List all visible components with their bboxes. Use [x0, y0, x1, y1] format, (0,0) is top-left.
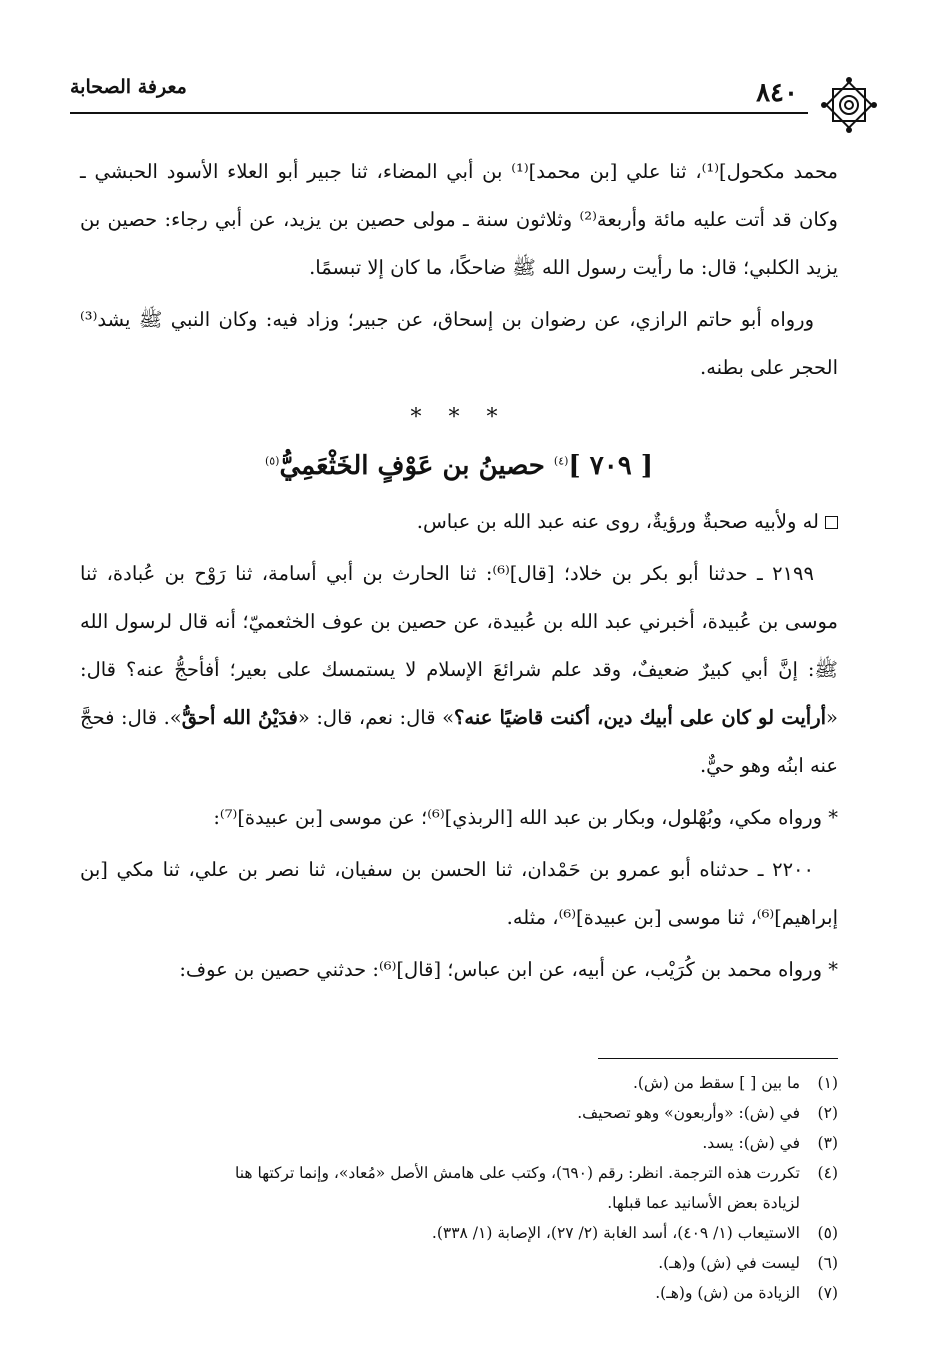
- footnote: [70, 1218, 838, 1248]
- islamic-star-ornament-icon: [820, 76, 878, 134]
- footnote-number: (٣): [817, 1134, 838, 1152]
- page-header: [70, 70, 878, 126]
- footnote-number: (٦): [817, 1254, 838, 1272]
- footnote-divider: [598, 1058, 838, 1059]
- footnote: [70, 1128, 838, 1158]
- footnote-text: تكررت هذه الترجمة. انظر: رقم (٦٩٠)، وكتب على هامش الأصل «مُعاد»، وإنما تركتها هنا: [234, 1164, 800, 1182]
- footnote-continuation: لزيادة بعض الأسانيد عما قبلها.: [607, 1194, 800, 1212]
- footnote-number: (٧): [817, 1284, 838, 1302]
- hadith-quote: أرأيت لو كان على أبيك دين، أكنت قاضيًا عنه؟: [454, 706, 827, 729]
- entry-title: [80, 440, 838, 492]
- entry-intro: [80, 498, 838, 546]
- footnote-text: ما بين [ ] سقط من (ش).: [632, 1074, 800, 1092]
- footnote-ref: (٥): [264, 454, 280, 468]
- footnote-text: الزيادة من (ش) و(هـ).: [655, 1284, 800, 1302]
- footnote: [70, 1278, 838, 1308]
- main-text: [80, 148, 838, 998]
- hadith-2199: [80, 550, 838, 790]
- square-bullet-icon: [825, 516, 838, 529]
- riwaya-note: * ورواه مكي، وبُهْلول، وبكار بن عبد الله [الربذي]⁽⁶⁾؛ عن موسى [بن عبيدة]⁽⁷⁾:: [213, 806, 838, 829]
- footnote: [70, 1068, 838, 1098]
- footnote-number: (٢): [817, 1104, 838, 1122]
- paragraph: محمد مكحول]⁽¹⁾، ثنا علي [بن محمد]⁽¹⁾ بن أبي المضاء، ثنا جبير أبو العلاء الأسود الحبشي ـ وكان قد أتت عليه مائة وأربعة⁽²⁾ وثلاثون سنة ـ مولى حصين بن يزيد، عن أبي رجاء: حصين بن يزيد الكلبي؛ قال: ما رأيت رسول الله ﷺ ضاحكًا، ما كان إلا تبسمًا.: [80, 160, 838, 279]
- entry-intro-text: له ولأبيه صحبةٌ ورؤيةٌ، روى عنه عبد الله بن عباس.: [416, 510, 819, 533]
- paragraph: ورواه أبو حاتم الرازي، عن رضوان بن إسحاق، عن جبير؛ وزاد فيه: وكان النبي ﷺ يشد⁽³⁾ الحجر على بطنه.: [80, 308, 838, 379]
- hadith-quote: فدَيْنُ الله أحقُّ: [181, 706, 298, 729]
- footnotes: [70, 1068, 838, 1308]
- riwaya-note: * ورواه محمد بن كُرَيْب، عن أبيه، عن ابن عباس؛ [قال]⁽⁶⁾: حدثني حصين بن عوف:: [179, 958, 838, 981]
- hadith-text: » قال: نعم، قال: «: [297, 706, 455, 729]
- hadith-text: ». قال: فحجَّ عنه ابنُه وهو حيٌّ.: [80, 706, 838, 777]
- footnote-number: (٥): [817, 1224, 838, 1242]
- footnote: [70, 1248, 838, 1278]
- footnote-ref: (٤): [553, 454, 569, 468]
- footnote-text: الاستيعاب (١/ ٤٠٩)، أسد الغابة (٢/ ٢٧)، الإصابة (١/ ٣٣٨).: [431, 1224, 800, 1242]
- footnote-number: (٤): [817, 1164, 838, 1182]
- entry-name: حصينُ بن عَوْفٍ الخَثْعَمِيُّ: [279, 451, 545, 481]
- hadith-2200: ٢٢٠٠ ـ حدثناه أبو عمرو بن حَمْدان، ثنا الحسن بن سفيان، ثنا نصر بن علي، ثنا مكي [بن إبراهيم]⁽⁶⁾، ثنا موسى [بن عبيدة]⁽⁶⁾، مثله.: [80, 858, 838, 929]
- header-divider: [70, 112, 808, 114]
- footnote: [70, 1158, 838, 1188]
- footnote-text: في (ش): يسد.: [702, 1134, 800, 1152]
- entry-number: [ ٧٠٩ ]: [568, 451, 654, 481]
- footnote-text: في (ش): «وأربعون» وهو تصحيف.: [577, 1104, 800, 1122]
- page-number: ٨٤٠: [756, 78, 798, 108]
- hadith-text: ٢١٩٩ ـ حدثنا أبو بكر بن خلاد؛ [قال]⁽⁶⁾: ثنا الحارث بن أبي أسامة، ثنا رَوْح بن عُبادة، ثنا موسى بن عُبيدة، أخبرني عبد الله بن عُبيدة، عن حصين بن عوف الخثعميّ؛ أنه قال لرسول الله ﷺ: إنَّ أبي كبيرٌ ضعيفٌ، وقد علم شرائعَ الإسلام لا يستمسك على بعير؛ أفأحجُّ عنه؟ قال: «: [80, 562, 838, 729]
- footnote: [70, 1098, 838, 1128]
- footnote-text: ليست في (ش) و(هـ).: [658, 1254, 800, 1272]
- footnote-number: (١): [817, 1074, 838, 1092]
- running-title: معرفة الصحابة: [70, 76, 187, 98]
- section-separator: * * *: [410, 405, 508, 430]
